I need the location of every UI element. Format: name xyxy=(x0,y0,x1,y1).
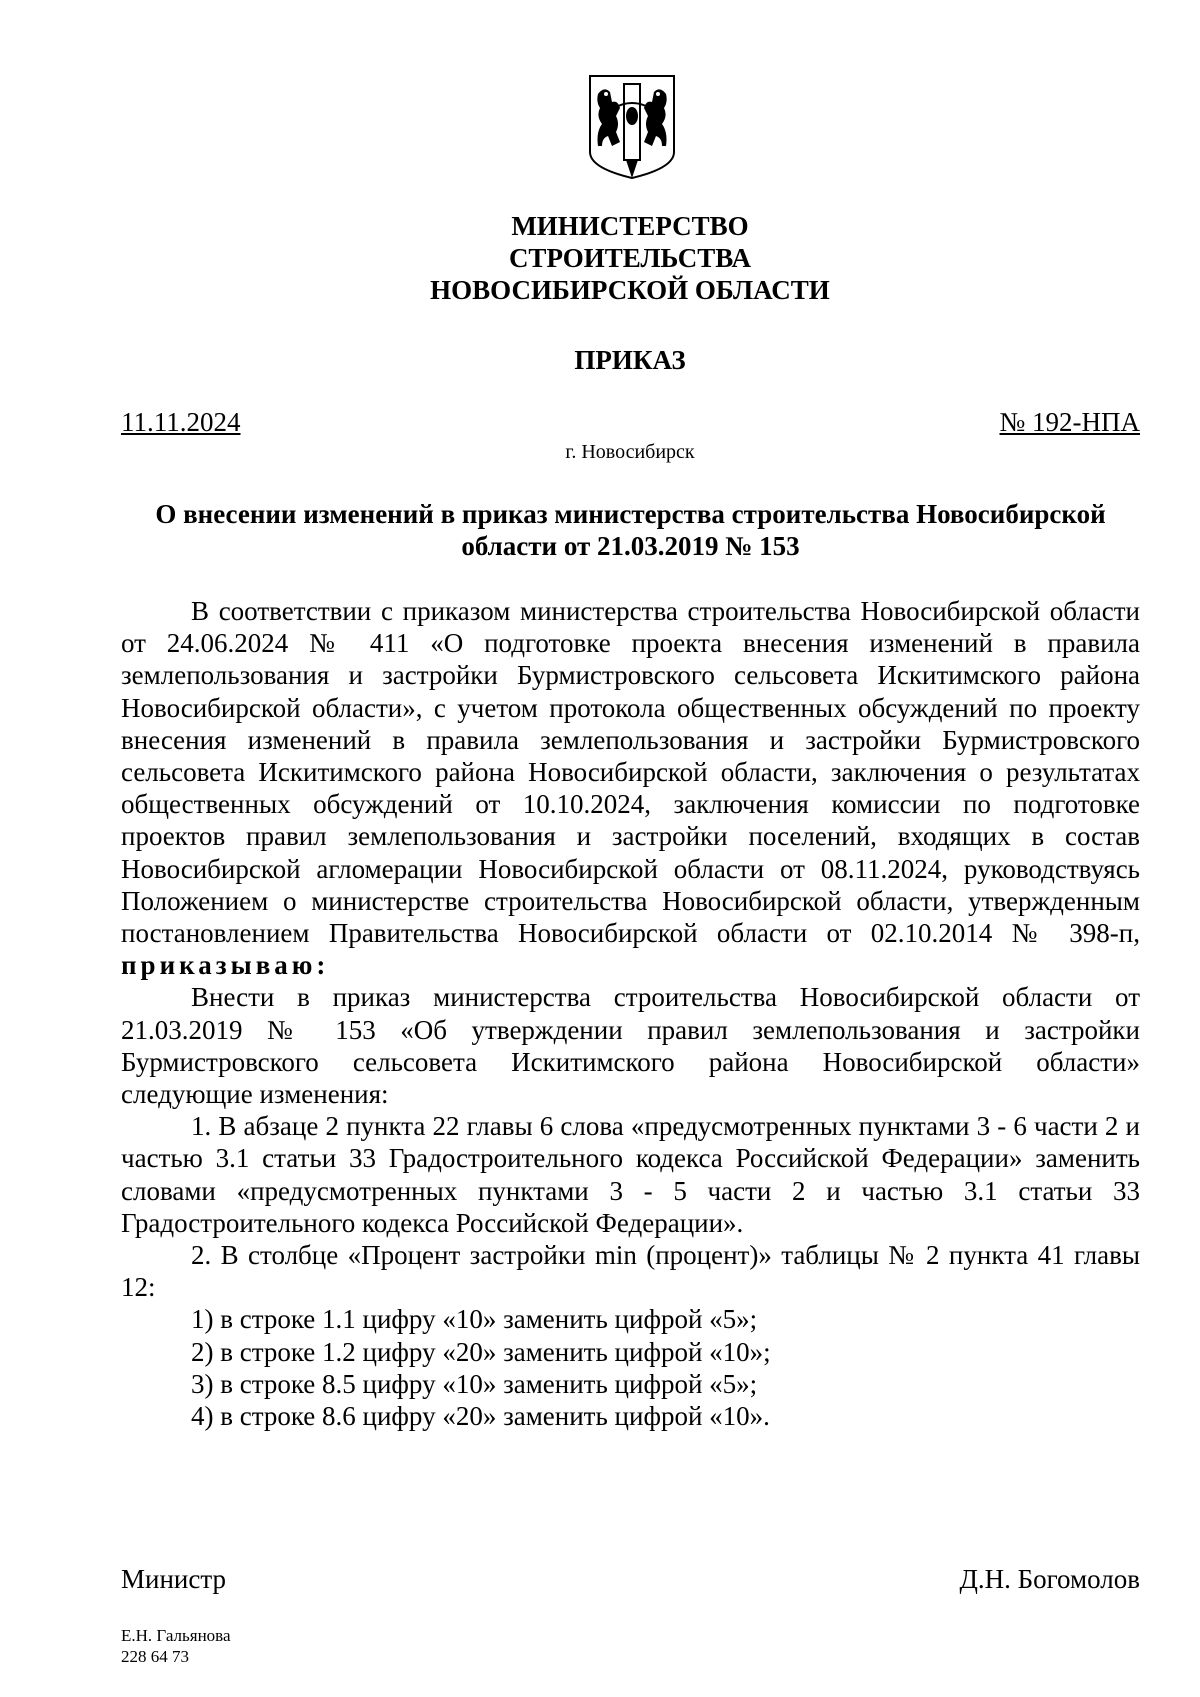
subpoint-4: 4) в строке 8.6 цифру «20» заменить цифрой «10». xyxy=(191,1401,770,1432)
subpoint-3: 3) в строке 8.5 цифру «10» заменить цифрой «5»; xyxy=(191,1368,758,1399)
subpoint-2: 2) в строке 1.2 цифру «20» заменить цифрой «10»; xyxy=(191,1336,771,1367)
ministry-line-2: СТРОИТЕЛЬСТВА xyxy=(508,243,752,273)
document-number: № 192-НПА xyxy=(999,407,1140,437)
signatory-role: Министр xyxy=(121,1564,226,1594)
signatory-name: Д.Н. Богомолов xyxy=(959,1564,1140,1594)
ministry-line-3: НОВОСИБИРСКОЙ ОБЛАСТИ xyxy=(430,275,830,305)
document-date: 11.11.2024 xyxy=(121,407,241,437)
subpoint-1: 1) в строке 1.1 цифру «10» заменить цифрой «5»; xyxy=(191,1304,758,1335)
ministry-name xyxy=(230,210,1030,306)
executor-phone: 228 64 73 xyxy=(121,1647,189,1666)
document-city: г. Новосибирск xyxy=(565,441,695,463)
order-word: приказываю: xyxy=(121,950,330,981)
point-2-paragraph: 2. В столбце «Процент застройки min (процент)» таблицы № 2 пункта 41 главы 12: xyxy=(121,1240,1140,1303)
point-1-paragraph: 1. В абзаце 2 пункта 22 главы 6 слова «предусмотренных пунктами 3 - 6 части 2 и частью 3.1 статьи 33 Градостроительного кодекса Российской Федерации» заменить словами «предусмотренных пунктами 3 - 5 части 2 и частью 3.1 статьи 33 Градостроительного кодекса Российской Федерации». xyxy=(121,1111,1140,1238)
coat-of-arms-icon xyxy=(586,72,678,182)
executor-name: Е.Н. Гальянова xyxy=(121,1626,231,1645)
ministry-line-1: МИНИСТЕРСТВО xyxy=(511,211,749,241)
preamble-paragraph xyxy=(121,595,1140,981)
preamble-text: В соответствии с приказом министерства строительства Новосибирской области от 24.06.2024 № 411 «О подготовке проекта внесения изменений в правила землепользования и застройки Бурмистровского сельсовета Искитимского района Новосибирской области», с учетом протокола общественных обсуждений по проекту внесения изменений в правила землепользования и застройки Бурмистровского сельсовета Искитимского района Новосибирской области, заключения о результатах общественных обсуждений от 10.10.2024, заключения комиссии по подготовке проектов правил землепользования и застройки поселений, входящих в состав Новосибирской агломерации Новосибирской области от 08.11.2024, руководствуясь Положением о министерстве строительства Новосибирской области, утвержденным постановлением Правительства Новосибирской области от 02.10.2014 № 398-п, xyxy=(121,596,1140,949)
document-type: ПРИКАЗ xyxy=(574,345,686,375)
executor-contact xyxy=(121,1625,231,1667)
document-subject: О внесении изменений в приказ министерства строительства Новосибирской области от 21.03.2019 № 153 xyxy=(155,499,1106,561)
document-body xyxy=(121,595,1140,1432)
intro-paragraph: Внести в приказ министерства строительства Новосибирской области от 21.03.2019 № 153 «Об утверждении правил землепользования и застройки Бурмистровского сельсовета Искитимского района Новосибирской области» следующие изменения: xyxy=(121,982,1140,1110)
